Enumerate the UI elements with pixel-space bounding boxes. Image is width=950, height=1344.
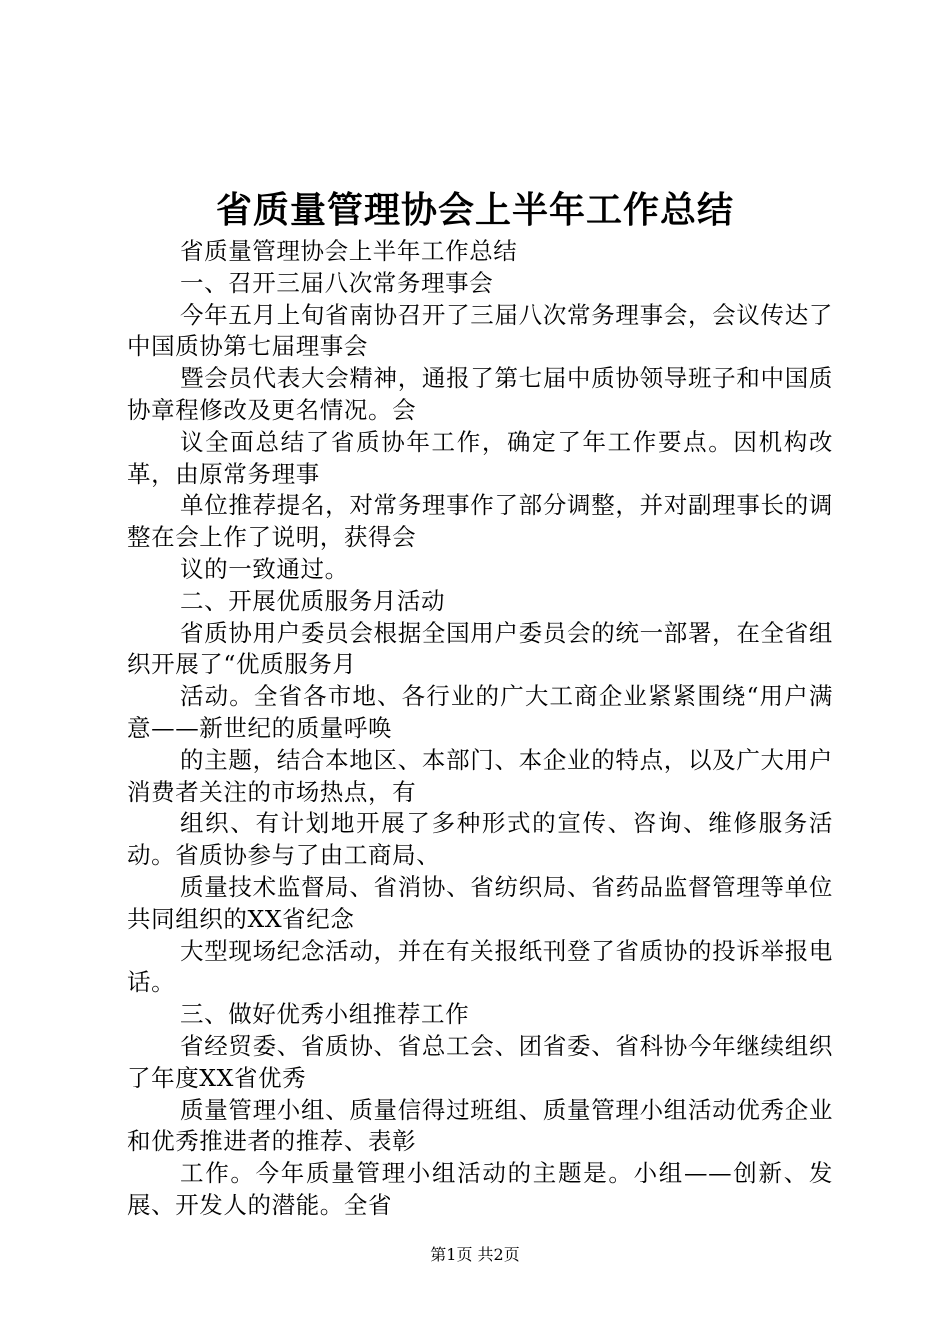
document-body [127,236,833,1222]
paragraph: 质量管理小组、质量信得过班组、质量管理小组活动优秀企业和优秀推进者的推荐、表彰 [127,1095,833,1156]
paragraph: 省质协用户委员会根据全国用户委员会的统一部署，在全省组织开展了“优质服务月 [127,618,833,679]
paragraph: 省质量管理协会上半年工作总结 [180,237,518,265]
document-title: 省质量管理协会上半年工作总结 [215,189,734,231]
paragraph: 组织、有计划地开展了多种形式的宣传、咨询、维修服务活动。省质协参与了由工商局、 [127,809,833,870]
paragraph: 省经贸委、省质协、省总工会、团省委、省科协今年继续组织了年度XX省优秀 [127,1031,833,1092]
paragraph: 今年五月上旬省南协召开了三届八次常务理事会，会议传达了中国质协第七届理事会 [127,300,833,361]
paragraph: 单位推荐提名，对常务理事作了部分调整，并对副理事长的调整在会上作了说明，获得会 [127,491,833,552]
paragraph: 的主题，结合本地区、本部门、本企业的特点，以及广大用户消费者关注的市场热点，有 [127,745,833,806]
paragraph: 大型现场纪念活动，并在有关报纸刊登了省质协的投诉举报电话。 [127,936,833,997]
section-heading: 三、做好优秀小组推荐工作 [180,1000,470,1029]
paragraph: 议全面总结了省质协年工作，确定了年工作要点。因机构改革，由原常务理事 [127,427,833,488]
section-heading: 二、开展优质服务月活动 [180,586,446,615]
page-number-footer: 第1页 共2页 [430,1245,520,1264]
section-heading: 一、召开三届八次常务理事会 [180,268,494,297]
paragraph: 工作。今年质量管理小组活动的主题是。小组——创新、发展、开发人的潜能。全省 [127,1159,833,1219]
paragraph: 活动。全省各市地、各行业的广大工商企业紧紧围绕“用户满意——新世纪的质量呼唤 [127,682,833,742]
paragraph: 议的一致通过。 [180,554,349,583]
paragraph: 质量技术监督局、省消协、省纺织局、省药品监督管理等单位共同组织的XX省纪念 [127,872,833,933]
paragraph: 暨会员代表大会精神，通报了第七届中质协领导班子和中国质协章程修改及更名情况。会 [127,364,833,424]
